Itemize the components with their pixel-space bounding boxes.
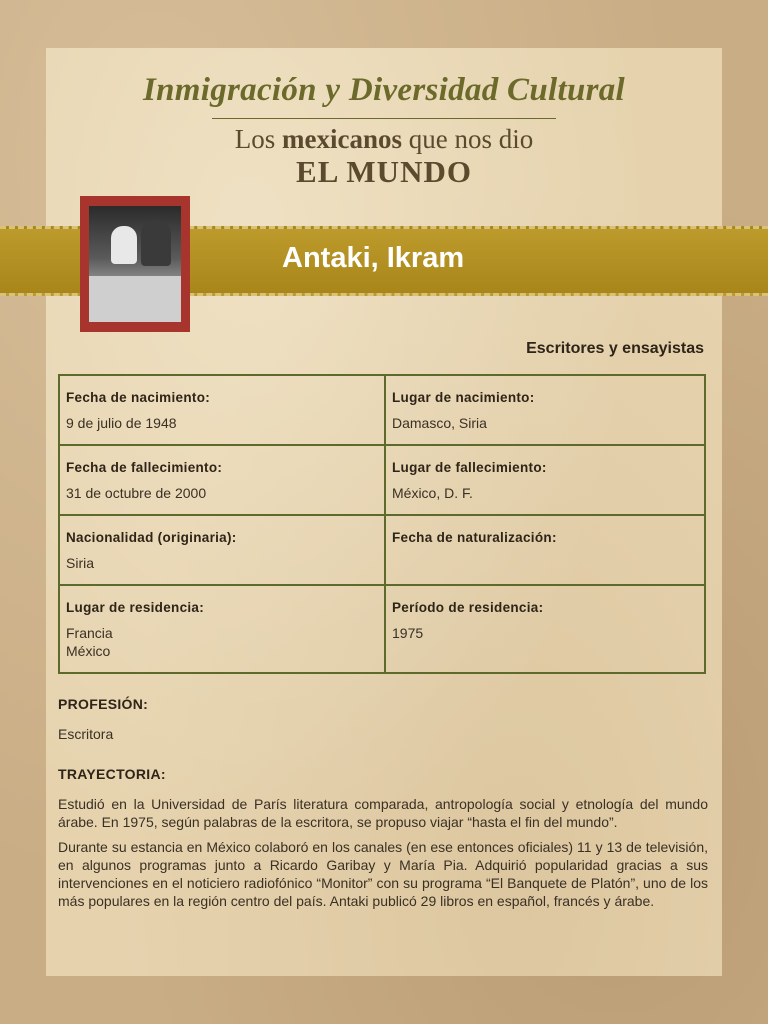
subtitle-bold: mexicanos [282,124,402,154]
subtitle-post: que nos dio [408,124,534,154]
header-divider [212,118,556,119]
trayectoria-paragraph-1: Estudió en la Universidad de París literatura comparada, antropología social y etnología del mundo árabe. En 1975, según palabras de la escritora, se propuso viajar “hasta el fin del mundo”. [58,796,708,830]
info-cell-naturalization [386,516,704,586]
info-cell-residence [60,586,386,672]
header-subtitle [0,124,768,155]
info-label: Lugar de fallecimiento: [392,460,547,475]
info-value: México, D. F. [392,485,473,501]
trayectoria-paragraph-2: Durante su estancia en México colaboró en los canales (en ese entonces oficiales) 11 y 13 de televisión, en algunos programas junto a Ricardo Garibay y María Pia. Adquirió popularidad gracias a sus intervenciones en el noticiero radiofónico “Monitor” con su programa “El Banquete de Platón”, uno de los más populares en la región centro del país. Antaki publicó 29 libros en español, francés y árabe. [58,839,708,909]
subtitle-pre: Los [234,124,276,154]
person-name: Antaki, Ikram [282,242,465,274]
info-cell-residence-period [386,586,704,672]
info-cell-death-place [386,446,704,516]
info-value: 31 de octubre de 2000 [66,485,207,501]
info-value: Francia México [66,625,113,659]
photo-figure-left [111,226,137,264]
profesion-heading: PROFESIÓN: [58,696,149,712]
info-label: Fecha de nacimiento: [66,390,211,405]
info-value: 9 de julio de 1948 [66,415,177,431]
info-cell-birth-place [386,376,704,446]
category-label: Escritores y ensayistas [526,340,704,357]
portrait-frame [80,196,190,332]
info-value: Siria [66,555,95,571]
info-label: Período de residencia: [392,600,544,615]
info-label: Fecha de naturalización: [392,530,557,545]
info-value: 1975 [392,625,424,641]
info-value: Damasco, Siria [392,415,487,431]
info-label: Nacionalidad (originaria): [66,530,237,545]
info-cell-nationality [60,516,386,586]
info-table [58,374,706,674]
photo-figure-right [141,220,171,266]
info-cell-birth-date [60,376,386,446]
header-subtitle-line2: EL MUNDO [296,154,472,189]
info-label: Lugar de residencia: [66,600,205,615]
profesion-text: Escritora [58,726,114,742]
photo-table [89,276,181,322]
portrait-photo [89,206,181,322]
info-label: Fecha de fallecimiento: [66,460,223,475]
info-label: Lugar de nacimiento: [392,390,535,405]
trayectoria-heading: TRAYECTORIA: [58,766,166,782]
info-cell-death-date [60,446,386,516]
header-title: Inmigración y Diversidad Cultural [142,72,626,108]
